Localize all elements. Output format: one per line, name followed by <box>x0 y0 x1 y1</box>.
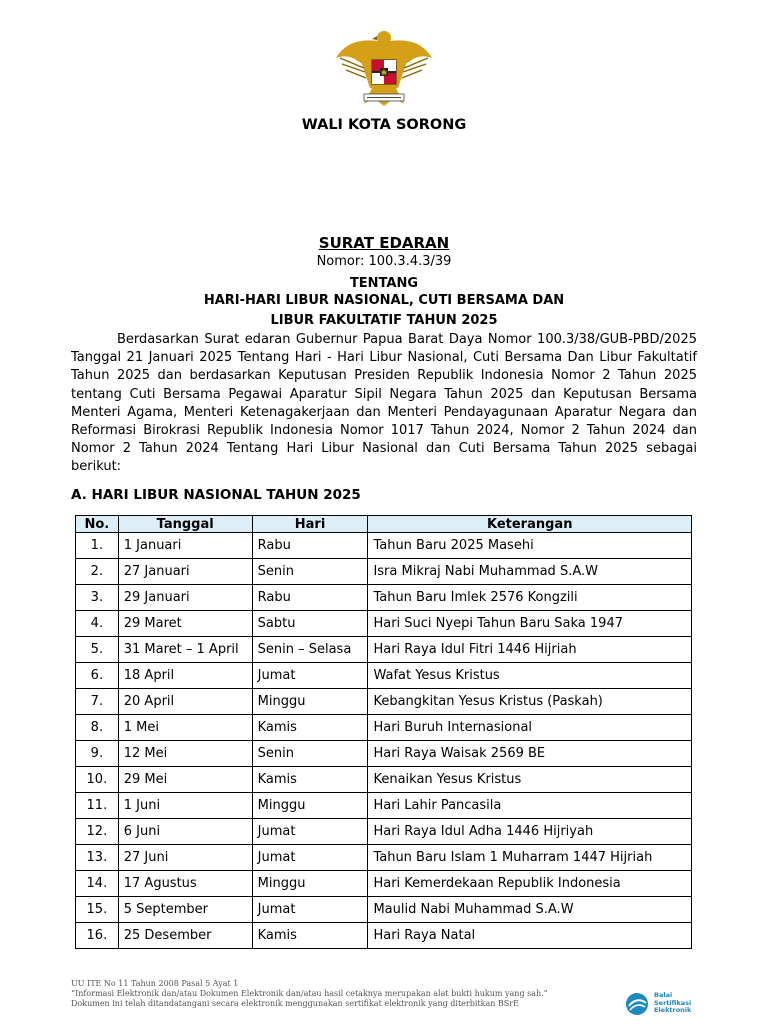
cell-hari: Minggu <box>252 689 368 715</box>
table-row <box>76 897 692 923</box>
cell-tanggal: 31 Maret – 1 April <box>118 637 252 663</box>
table-row <box>76 533 692 559</box>
cell-keterangan: Isra Mikraj Nabi Muhammad S.A.W <box>368 559 692 585</box>
table-row <box>76 767 692 793</box>
cell-tanggal: 1 Juni <box>118 793 252 819</box>
cell-no: 6. <box>76 663 119 689</box>
table-row <box>76 663 692 689</box>
cell-tanggal: 5 September <box>118 897 252 923</box>
column-header-keterangan: Keterangan <box>368 516 692 533</box>
cell-tanggal: 12 Mei <box>118 741 252 767</box>
cell-keterangan: Hari Raya Idul Fitri 1446 Hijriah <box>368 637 692 663</box>
cell-no: 11. <box>76 793 119 819</box>
footer-line: “Informasi Elektronik dan/atau Dokumen Elektronik dan/atau hasil cetaknya merupakan alat bukti hukum yang sah.” <box>71 989 548 998</box>
cell-keterangan: Wafat Yesus Kristus <box>368 663 692 689</box>
table-row <box>76 689 692 715</box>
cell-hari: Senin – Selasa <box>252 637 368 663</box>
cell-no: 15. <box>76 897 119 923</box>
cell-tanggal: 18 April <box>118 663 252 689</box>
table-row <box>76 559 692 585</box>
bsre-label-line: Elektronik <box>654 1006 692 1014</box>
document-number: Nomor: 100.3.4.3/39 <box>316 254 452 269</box>
cell-keterangan: Hari Raya Natal <box>368 923 692 949</box>
garuda-emblem-icon <box>334 28 434 110</box>
cell-keterangan: Maulid Nabi Muhammad S.A.W <box>368 897 692 923</box>
cell-hari: Senin <box>252 741 368 767</box>
cell-tanggal: 27 Juni <box>118 845 252 871</box>
cell-no: 4. <box>76 611 119 637</box>
cell-hari: Minggu <box>252 871 368 897</box>
bsre-label-line: Balai <box>654 991 673 999</box>
cell-no: 1. <box>76 533 119 559</box>
cell-no: 16. <box>76 923 119 949</box>
cell-hari: Kamis <box>252 715 368 741</box>
cell-tanggal: 29 Maret <box>118 611 252 637</box>
table-body <box>76 533 692 949</box>
column-header-tanggal: Tanggal <box>118 516 252 533</box>
cell-no: 5. <box>76 637 119 663</box>
table-header-row <box>76 516 692 533</box>
tentang-label: TENTANG <box>349 276 419 291</box>
subject-line-1: HARI-HARI LIBUR NASIONAL, CUTI BERSAMA DAN <box>203 293 565 308</box>
cell-tanggal: 29 Mei <box>118 767 252 793</box>
cell-keterangan: Hari Kemerdekaan Republik Indonesia <box>368 871 692 897</box>
cell-tanggal: 17 Agustus <box>118 871 252 897</box>
cell-hari: Minggu <box>252 793 368 819</box>
cell-no: 3. <box>76 585 119 611</box>
cell-hari: Jumat <box>252 819 368 845</box>
column-header-no: No. <box>76 516 119 533</box>
table-row <box>76 845 692 871</box>
cell-tanggal: 20 April <box>118 689 252 715</box>
cell-keterangan: Tahun Baru Imlek 2576 Kongzili <box>368 585 692 611</box>
table-row <box>76 585 692 611</box>
table-row <box>76 923 692 949</box>
table-row <box>76 637 692 663</box>
cell-hari: Sabtu <box>252 611 368 637</box>
cell-hari: Senin <box>252 559 368 585</box>
footer-line: UU ITE No 11 Tahun 2008 Pasal 5 Ayat 1 <box>71 979 239 988</box>
cell-no: 2. <box>76 559 119 585</box>
cell-hari: Jumat <box>252 663 368 689</box>
cell-hari: Kamis <box>252 923 368 949</box>
cell-tanggal: 29 Januari <box>118 585 252 611</box>
column-header-hari: Hari <box>252 516 368 533</box>
table-row <box>76 819 692 845</box>
cell-no: 10. <box>76 767 119 793</box>
cell-no: 14. <box>76 871 119 897</box>
cell-no: 8. <box>76 715 119 741</box>
body-paragraph: Berdasarkan Surat edaran Gubernur Papua Barat Daya Nomor 100.3/38/GUB-PBD/2025 Tanggal 21 Januari 2025 Tentang Hari - Hari Libur Nasional, Cuti Bersama Dan Libur Fakultatif Tahun 2025 dan berdasarkan Keputusan Presiden Republik Indonesia Nomor 2 Tahun 2025 tentang Cuti Bersama Pegawai Aparatur Sipil Negara Tahun 2025 dan Keputusan Bersama Menteri Agama, Menteri Ketenagakerjaan dan Menteri Pendayagunaan Aparatur Negara dan Reformasi Birokrasi Republik Indonesia Nomor 1017 Tahun 2024, Nomor 2 Tahun 2024 dan Nomor 2 Tahun 2024 Tentang Hari Libur Nasional dan Cuti Bersama Tahun 2025 sebagai berikut: <box>71 332 697 475</box>
cell-hari: Rabu <box>252 585 368 611</box>
table-row <box>76 715 692 741</box>
cell-hari: Jumat <box>252 897 368 923</box>
cell-tanggal: 25 Desember <box>118 923 252 949</box>
cell-keterangan: Kenaikan Yesus Kristus <box>368 767 692 793</box>
bsre-label-line: Sertifikasi <box>654 998 692 1007</box>
section-heading: A. HARI LIBUR NASIONAL TAHUN 2025 <box>71 487 361 503</box>
cell-keterangan: Hari Lahir Pancasila <box>368 793 692 819</box>
cell-keterangan: Kebangkitan Yesus Kristus (Paskah) <box>368 689 692 715</box>
table-row <box>76 741 692 767</box>
cell-hari: Rabu <box>252 533 368 559</box>
cell-tanggal: 1 Mei <box>118 715 252 741</box>
cell-keterangan: Hari Raya Waisak 2569 BE <box>368 741 692 767</box>
agency-name: WALI KOTA SORONG <box>301 117 467 133</box>
cell-tanggal: 1 Januari <box>118 533 252 559</box>
table-row <box>76 793 692 819</box>
subject-line-2: LIBUR FAKULTATIF TAHUN 2025 <box>270 313 498 328</box>
cell-no: 9. <box>76 741 119 767</box>
cell-keterangan: Hari Buruh Internasional <box>368 715 692 741</box>
footer-line: Dokumen ini telah ditandatangani secara elektronik menggunakan sertifikat elektronik yang diterbitkan BSrE <box>71 999 519 1008</box>
cell-hari: Kamis <box>252 767 368 793</box>
cell-keterangan: Hari Raya Idul Adha 1446 Hijriyah <box>368 819 692 845</box>
cell-no: 13. <box>76 845 119 871</box>
bsre-label <box>654 992 691 1015</box>
table-row <box>76 871 692 897</box>
cell-hari: Jumat <box>252 845 368 871</box>
cell-keterangan: Tahun Baru Islam 1 Muharram 1447 Hijriah <box>368 845 692 871</box>
holiday-table <box>75 515 692 949</box>
cell-keterangan: Hari Suci Nyepi Tahun Baru Saka 1947 <box>368 611 692 637</box>
document-title: SURAT EDARAN <box>318 234 450 252</box>
cell-no: 7. <box>76 689 119 715</box>
cell-tanggal: 6 Juni <box>118 819 252 845</box>
cell-no: 12. <box>76 819 119 845</box>
cell-tanggal: 27 Januari <box>118 559 252 585</box>
cell-keterangan: Tahun Baru 2025 Masehi <box>368 533 692 559</box>
legal-footer <box>71 979 548 1009</box>
table-row <box>76 611 692 637</box>
